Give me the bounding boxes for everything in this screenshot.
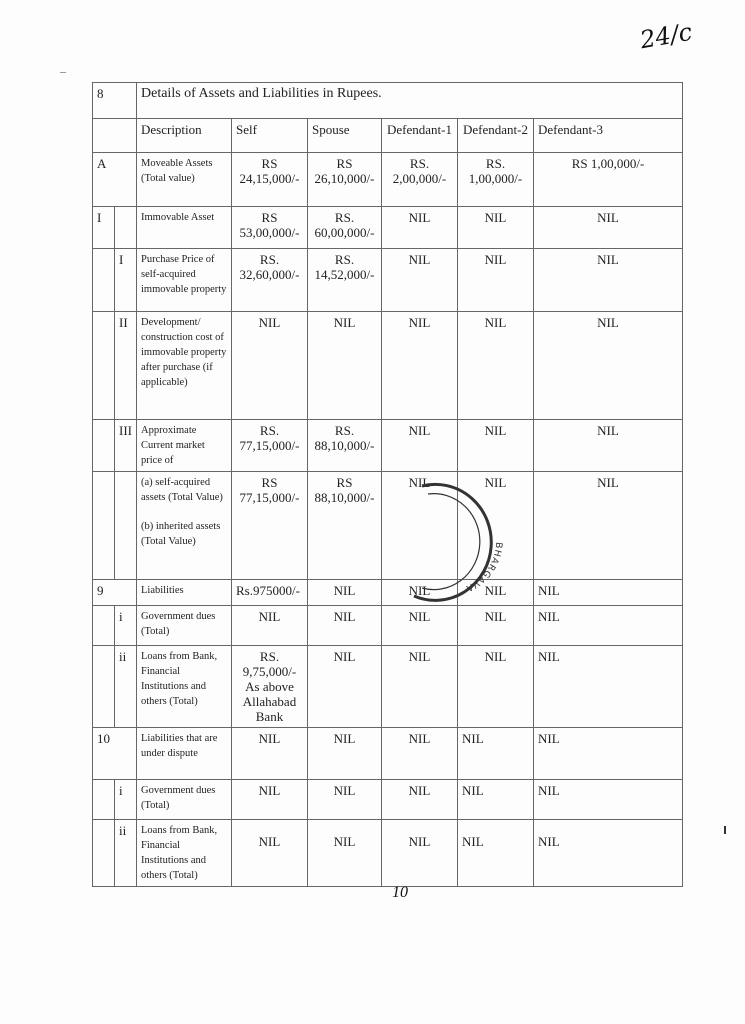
cell-defendant-1: NIL: [382, 580, 458, 606]
row-number: 10: [93, 728, 137, 780]
cell-spouse: NIL: [308, 646, 382, 728]
row-subnumber: III: [115, 420, 137, 472]
cell-spouse: NIL: [308, 820, 382, 887]
section-number: 8: [93, 83, 137, 119]
table-row: [93, 207, 683, 249]
row-subnumber: i: [115, 780, 137, 820]
row-description: Purchase Price of self-acquired immovable property: [137, 249, 232, 312]
cell-defendant-3: NIL: [534, 820, 683, 887]
row-number: [93, 472, 115, 580]
row-description: Moveable Assets (Total value): [137, 153, 232, 207]
cell-defendant-2: RS. 1,00,000/-: [458, 153, 534, 207]
row-number: [93, 646, 115, 728]
table-header-row: [93, 119, 683, 153]
cell-defendant-3: NIL: [534, 249, 683, 312]
cell-defendant-1: NIL: [382, 249, 458, 312]
cell-spouse: NIL: [308, 580, 382, 606]
row-description: Approximate Current market price of: [137, 420, 232, 472]
row-description: Government dues (Total): [137, 780, 232, 820]
table-row: [93, 153, 683, 207]
cell-defendant-3: NIL: [534, 472, 683, 580]
cell-defendant-1: NIL: [382, 472, 458, 580]
inherited-label: (b) inherited assets (Total Value): [141, 521, 221, 547]
cell-spouse: NIL: [308, 780, 382, 820]
cell-self: NIL: [232, 820, 308, 887]
row-description: Liabilities that are under dispute: [137, 728, 232, 780]
row-subnumber: ii: [115, 646, 137, 728]
table-row: [93, 780, 683, 820]
row-subnumber: [115, 207, 137, 249]
cell-defendant-1: RS. 2,00,000/-: [382, 153, 458, 207]
seal-text: BHARGAVA: [463, 541, 504, 594]
table-row: [93, 83, 683, 119]
cell-self: NIL: [232, 606, 308, 646]
row-description: Development/ construction cost of immovable property after purchase (if applicable): [137, 312, 232, 420]
cell-spouse: RS 88,10,000/-: [308, 472, 382, 580]
cell-defendant-1: NIL: [382, 780, 458, 820]
header-defendant-3: Defendant-3: [534, 119, 683, 153]
cell-self: RS 77,15,000/-: [232, 472, 308, 580]
cell-spouse: RS. 14,52,000/-: [308, 249, 382, 312]
cell-defendant-3: NIL: [534, 420, 683, 472]
row-subnumber: [115, 472, 137, 580]
cell-self: RS 53,00,000/-: [232, 207, 308, 249]
cell-self: RS. 32,60,000/-: [232, 249, 308, 312]
table-row: [93, 420, 683, 472]
cell-defendant-2: NIL: [458, 606, 534, 646]
cell-defendant-2: NIL: [458, 580, 534, 606]
self-acquired-label: (a) self-acquired assets (Total Value): [141, 477, 223, 503]
cell-defendant-1: NIL: [382, 312, 458, 420]
cell-spouse: RS 26,10,000/-: [308, 153, 382, 207]
cell-defendant-1: NIL: [382, 646, 458, 728]
table-row: [93, 312, 683, 420]
table-row: [93, 646, 683, 728]
cell-defendant-2: NIL: [458, 820, 534, 887]
cell-defendant-1: NIL: [382, 820, 458, 887]
cell-defendant-3: NIL: [534, 646, 683, 728]
row-description: Liabilities: [137, 580, 232, 606]
cell-defendant-2: NIL: [458, 780, 534, 820]
cell-self: RS. 9,75,000/- As above Allahabad Bank: [232, 646, 308, 728]
row-number: [93, 249, 115, 312]
row-subnumber: ii: [115, 820, 137, 887]
row-number: A: [93, 153, 137, 207]
cell-self: NIL: [232, 312, 308, 420]
row-description: Immovable Asset: [137, 207, 232, 249]
row-number: [93, 420, 115, 472]
cell-defendant-1: NIL: [382, 728, 458, 780]
table-row: [93, 249, 683, 312]
cell-spouse: NIL: [308, 728, 382, 780]
cell-defendant-3: NIL: [534, 312, 683, 420]
table-row: [93, 472, 683, 580]
cell-defendant-3: NIL: [534, 780, 683, 820]
cell-self: NIL: [232, 728, 308, 780]
section-title: Details of Assets and Liabilities in Rupees.: [137, 83, 683, 119]
row-subnumber: i: [115, 606, 137, 646]
handwritten-page-note: 24/c: [637, 17, 695, 55]
cell-spouse: NIL: [308, 606, 382, 646]
header-defendant-1: Defendant-1: [382, 119, 458, 153]
header-spouse: Spouse: [308, 119, 382, 153]
scan-speck: [724, 826, 726, 834]
page-number: 10: [392, 884, 408, 901]
row-subnumber: I: [115, 249, 137, 312]
cell-defendant-2: NIL: [458, 249, 534, 312]
cell-defendant-3: NIL: [534, 728, 683, 780]
cell-defendant-1: NIL: [382, 207, 458, 249]
cell-defendant-3: RS 1,00,000/-: [534, 153, 683, 207]
row-number: [93, 820, 115, 887]
scan-speck: [60, 72, 66, 73]
row-description: [137, 472, 232, 580]
cell-defendant-3: NIL: [534, 580, 683, 606]
cell-defendant-1: NIL: [382, 606, 458, 646]
cell-self: NIL: [232, 780, 308, 820]
table-row: [93, 728, 683, 780]
cell-defendant-1: NIL: [382, 420, 458, 472]
cell-spouse: NIL: [308, 312, 382, 420]
row-number: 9: [93, 580, 137, 606]
cell-defendant-2: NIL: [458, 207, 534, 249]
cell-spouse: RS. 88,10,000/-: [308, 420, 382, 472]
header-blank: [93, 119, 137, 153]
cell-defendant-2: NIL: [458, 420, 534, 472]
cell-defendant-2: NIL: [458, 646, 534, 728]
cell-defendant-3: NIL: [534, 606, 683, 646]
table-row: [93, 820, 683, 887]
cell-self: RS. 77,15,000/-: [232, 420, 308, 472]
header-self: Self: [232, 119, 308, 153]
cell-spouse: RS. 60,00,000/-: [308, 207, 382, 249]
cell-defendant-2: NIL: [458, 472, 534, 580]
row-description: Government dues (Total): [137, 606, 232, 646]
row-number: [93, 780, 115, 820]
header-defendant-2: Defendant-2: [458, 119, 534, 153]
header-description: Description: [137, 119, 232, 153]
row-description: Loans from Bank, Financial Institutions and others (Total): [137, 646, 232, 728]
cell-self: RS 24,15,000/-: [232, 153, 308, 207]
cell-defendant-2: NIL: [458, 312, 534, 420]
row-number: [93, 312, 115, 420]
row-number: [93, 606, 115, 646]
cell-defendant-3: NIL: [534, 207, 683, 249]
row-subnumber: II: [115, 312, 137, 420]
table-row: [93, 606, 683, 646]
row-description: Loans from Bank, Financial Institutions and others (Total): [137, 820, 232, 887]
cell-self: Rs.975000/-: [232, 580, 308, 606]
assets-liabilities-table: [92, 82, 683, 887]
table-row: [93, 580, 683, 606]
cell-defendant-2: NIL: [458, 728, 534, 780]
row-number: I: [93, 207, 115, 249]
